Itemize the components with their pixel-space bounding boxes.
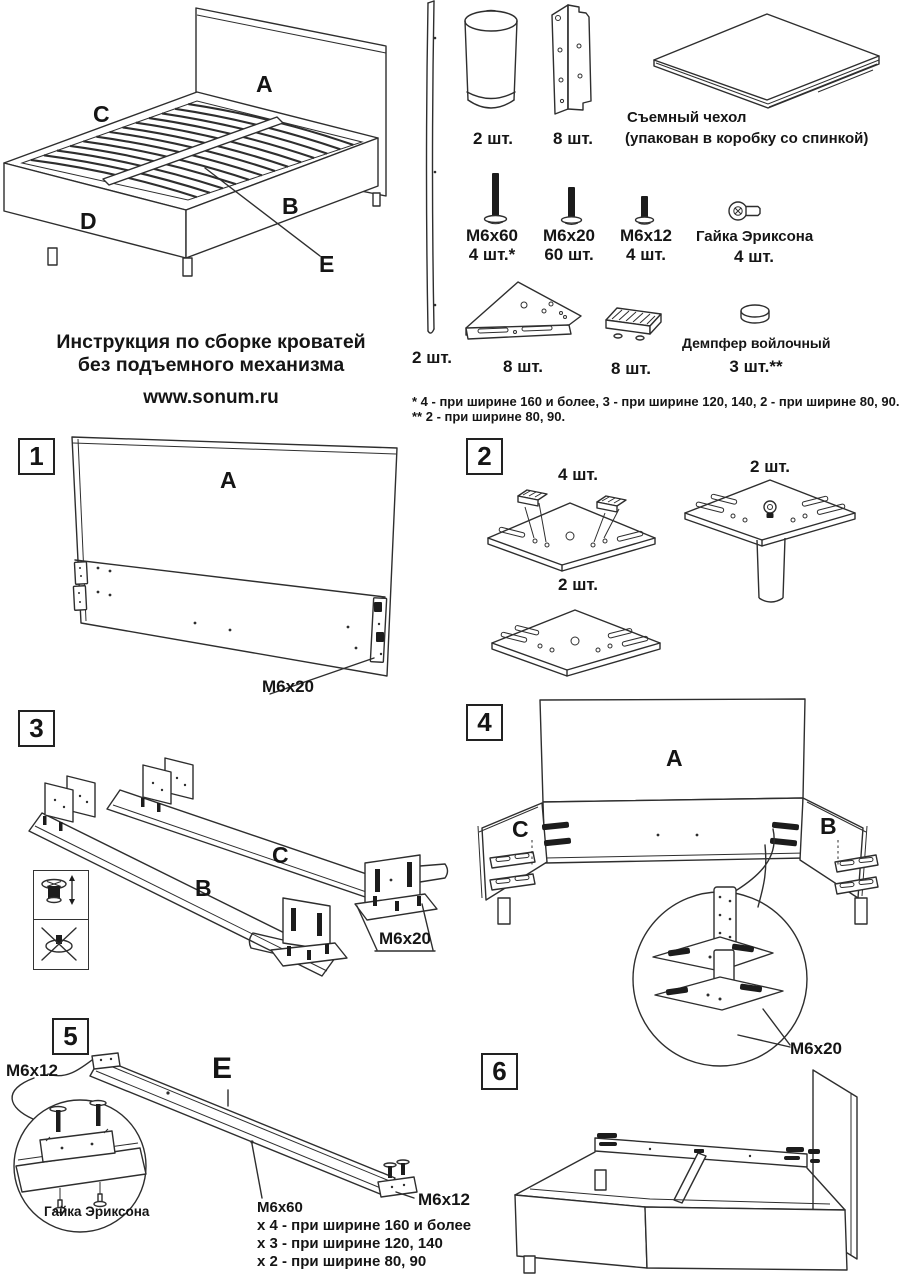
felt-damper-name: Демпфер войлочный <box>682 335 831 351</box>
screw-instruction-box <box>33 870 89 970</box>
erikson-nut-qty: 4 шт. <box>734 247 774 266</box>
no-overtighten-icon <box>34 920 86 964</box>
cover-name: Съемный чехол <box>627 109 747 126</box>
step6-final-assembly-drawing <box>500 1046 900 1280</box>
corner-plate-qty: 8 шт. <box>503 357 543 376</box>
step5-callout-m6x12-right: М6х12 <box>418 1190 470 1209</box>
bolt-m6x20-name: М6х20 <box>543 226 595 245</box>
step3-label-rail-c: C <box>272 842 289 868</box>
overview-label-rail-c: C <box>93 101 110 127</box>
cover-note: (упакован в коробку со спинкой) <box>625 130 869 147</box>
felt-damper-qty: 3 шт.** <box>729 357 783 376</box>
erikson-nut-name: Гайка Эриксона <box>696 228 814 245</box>
corner-plate-icon <box>460 276 590 348</box>
step-4-number: 4 <box>466 704 503 741</box>
step-5-number: 5 <box>52 1018 89 1055</box>
step2-qty-leg-plates: 2 шт. <box>750 457 790 476</box>
step4-label-headboard: A <box>666 745 683 771</box>
step5-bolt-note-1: х 4 - при ширине 160 и более <box>257 1217 472 1234</box>
overview-label-headboard: A <box>256 71 273 97</box>
step5-bolt-note-3: х 2 - при ширине 80, 90 <box>257 1253 427 1270</box>
step-2-number: 2 <box>466 438 503 475</box>
screw-depth-icon <box>34 871 86 917</box>
step1-callout-m6x20: М6х20 <box>262 677 314 696</box>
step2-qty-plates: 2 шт. <box>558 575 598 594</box>
leg-icon <box>462 4 522 118</box>
bed-overview-drawing <box>0 0 410 330</box>
bolt-m6x12-icon <box>634 195 656 228</box>
cover-icon <box>648 8 888 116</box>
bolt-m6x60-name: М6х60 <box>466 226 518 245</box>
step3-label-rail-b: B <box>195 875 212 901</box>
step5-bolt-note-2: х 3 - при ширине 120, 140 <box>257 1235 443 1252</box>
corner-bracket-icon <box>546 2 600 116</box>
step5-bolt-label: М6х60 <box>257 1199 303 1216</box>
slat-icon <box>420 0 440 346</box>
bolt-m6x60-icon <box>483 172 509 227</box>
step4-label-rail-b: B <box>820 813 837 839</box>
step5-label-rail-e: E <box>212 1052 233 1085</box>
overview-label-rail-b: B <box>282 193 299 219</box>
step-1-number: 1 <box>18 438 55 475</box>
step5-callout-m6x12-left: М6х12 <box>6 1061 58 1080</box>
corner-bracket-qty: 8 шт. <box>553 129 593 148</box>
bolt-m6x60-qty: 4 шт.* <box>468 245 516 264</box>
step3-callout-m6x20: М6х20 <box>379 929 431 948</box>
step1-label-headboard: A <box>220 467 237 493</box>
step-6-number: 6 <box>481 1053 518 1090</box>
slat-holder-qty: 8 шт. <box>611 359 651 378</box>
step-3-number: 3 <box>18 710 55 747</box>
step5-nut-label: Гайка Эриксона <box>44 1204 150 1219</box>
document-title-line1: Инструкция по сборке кроватей <box>56 331 366 353</box>
leg-qty: 2 шт. <box>473 129 513 148</box>
felt-damper-icon <box>738 302 774 328</box>
footnote-2: ** 2 - при ширине 80, 90. <box>412 409 566 424</box>
overview-label-rail-e: E <box>319 251 335 277</box>
bolt-m6x12-qty: 4 шт. <box>626 245 666 264</box>
erikson-nut-icon <box>727 198 765 224</box>
step4-callout-m6x20: М6х20 <box>790 1039 842 1058</box>
slat-holder-icon <box>602 306 666 346</box>
document-title-line2: без подъемного механизма <box>77 354 345 376</box>
overview-label-rail-d: D <box>80 208 97 234</box>
step4-label-rail-c: C <box>512 816 529 842</box>
website-url: www.sonum.ru <box>143 387 279 408</box>
no-overtighten-cell <box>34 920 88 966</box>
bolt-m6x12-name: М6х12 <box>620 226 672 245</box>
step2-qty-dampers: 4 шт. <box>558 465 598 484</box>
screw-depth-cell <box>34 871 88 920</box>
bolt-m6x20-icon <box>560 186 584 228</box>
slat-qty: 2 шт. <box>412 348 452 367</box>
step2-corner-plates-drawing <box>475 450 890 675</box>
bolt-m6x20-qty: 60 шт. <box>544 245 594 264</box>
footnote-1: * 4 - при ширине 160 и более, 3 - при ширине 120, 140, 2 - при ширине 80, 90. <box>412 394 900 409</box>
step4-frame-assembly-drawing <box>470 695 900 1080</box>
